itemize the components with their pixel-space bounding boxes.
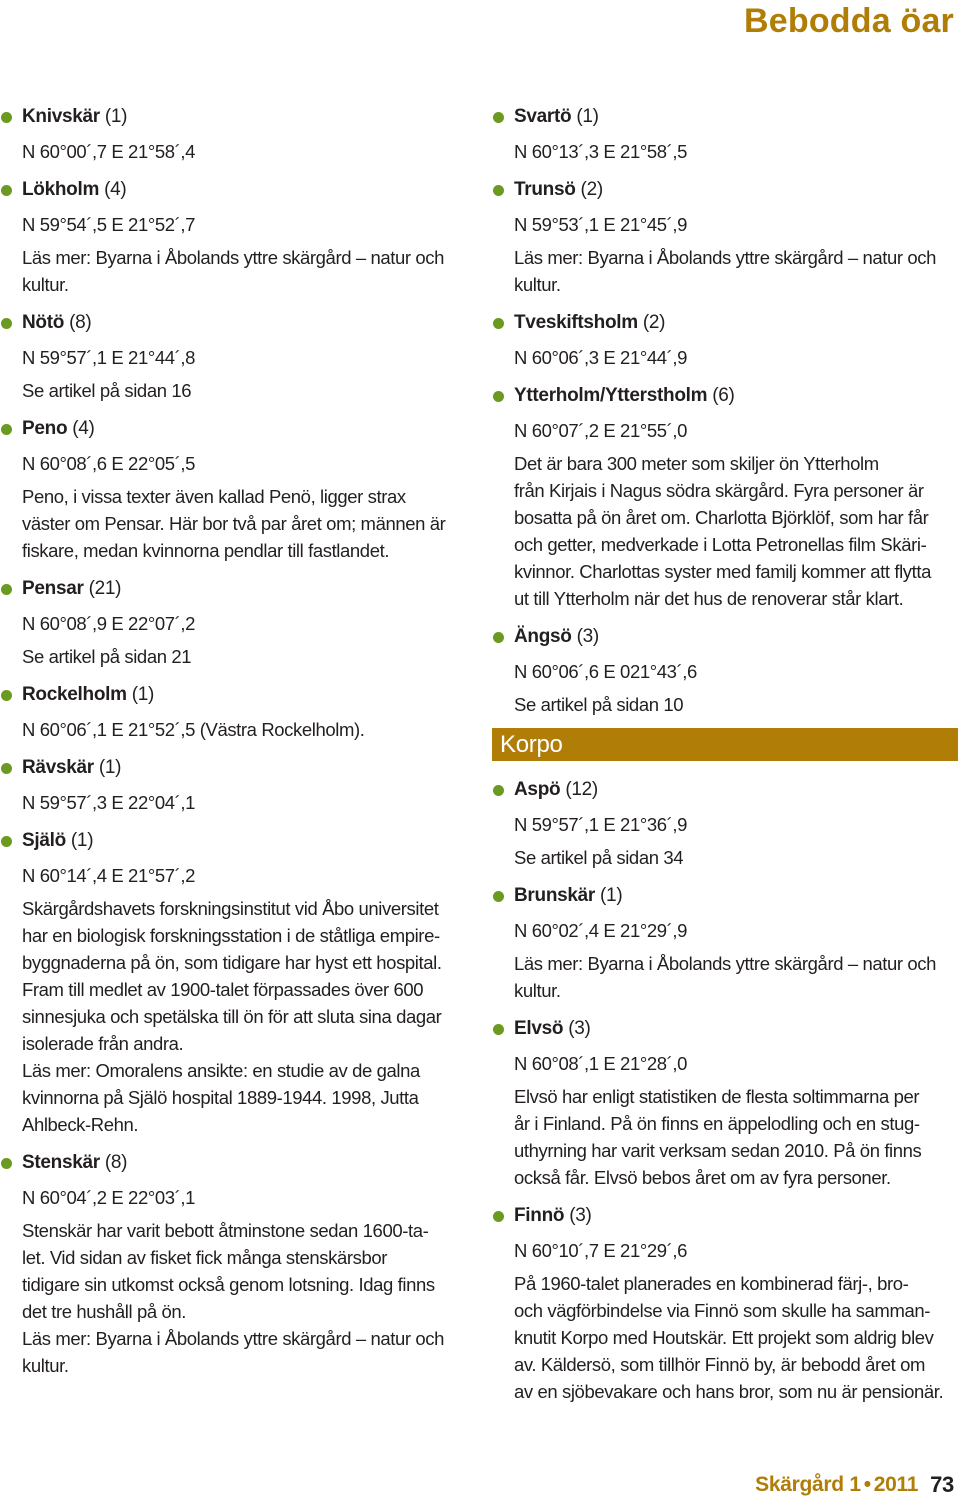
island-heading bbox=[0, 753, 448, 783]
island-entry bbox=[0, 1148, 448, 1379]
island-name: Brunskär bbox=[514, 885, 596, 906]
island-coordinates: N 60°06´,6 E 021°43´,6 bbox=[514, 661, 697, 682]
island-entry bbox=[492, 775, 958, 871]
bullet-dot-icon bbox=[493, 785, 504, 796]
island-text-line: har en biologisk forskningsstation i de ståtliga empire- bbox=[22, 925, 440, 946]
island-name: Elvsö bbox=[514, 1018, 564, 1039]
bullet-dot-icon bbox=[1, 584, 12, 595]
bullet-dot-icon bbox=[493, 318, 504, 329]
section-heading-korpo: Korpo bbox=[492, 728, 958, 761]
island-text-line: och getter, medverkade i Lotta Petronellas film Skäri- bbox=[514, 534, 927, 555]
household-count: (1) bbox=[98, 757, 122, 778]
island-coordinates: N 59°54´,5 E 21°52´,7 bbox=[22, 214, 196, 235]
footer-publication: Skärgård 1 bbox=[755, 1473, 861, 1496]
bullet-dot-icon bbox=[1, 1158, 12, 1169]
island-heading bbox=[492, 622, 958, 652]
island-name: Ängsö bbox=[514, 626, 572, 647]
island-text-line: kultur. bbox=[514, 274, 561, 295]
island-entry bbox=[492, 175, 958, 298]
bullet-dot-icon bbox=[493, 185, 504, 196]
island-heading bbox=[0, 308, 448, 338]
island-text-line: Läs mer: Byarna i Åbolands yttre skärgård – natur och bbox=[22, 247, 444, 268]
island-text-line: Peno, i vissa texter även kallad Penö, ligger strax bbox=[22, 486, 406, 507]
island-name: Trunsö bbox=[514, 179, 576, 200]
island-entry bbox=[0, 414, 448, 564]
island-text-line: Se artikel på sidan 34 bbox=[514, 847, 684, 868]
island-coordinates: N 60°04´,2 E 22°03´,1 bbox=[22, 1187, 196, 1208]
island-coordinates: N 60°08´,1 E 21°28´,0 bbox=[514, 1053, 688, 1074]
island-name: Tveskiftsholm bbox=[514, 312, 638, 333]
island-entry bbox=[492, 381, 958, 612]
island-heading bbox=[492, 881, 958, 911]
island-heading bbox=[492, 175, 958, 205]
island-heading bbox=[492, 1201, 958, 1231]
island-text-line: Skärgårdshavets forskningsinstitut vid Åbo universitet bbox=[22, 898, 439, 919]
island-text-line: av en sjöbevakare och hans bror, som nu är pensionär. bbox=[514, 1381, 944, 1402]
household-count: (3) bbox=[576, 626, 599, 647]
island-entry bbox=[0, 574, 448, 670]
island-text-line: uthyrning har varit verksam sedan 2010. På ön finns bbox=[514, 1140, 922, 1161]
island-coordinates: N 59°57´,1 E 21°44´,8 bbox=[22, 347, 196, 368]
household-count: (4) bbox=[104, 179, 127, 200]
household-count: (1) bbox=[600, 885, 623, 906]
island-heading bbox=[492, 381, 958, 411]
island-coordinates: N 60°10´,7 E 21°29´,6 bbox=[514, 1240, 688, 1261]
island-text-line: år i Finland. På ön finns en äppelodling och en stug- bbox=[514, 1113, 920, 1134]
bullet-dot-icon bbox=[493, 112, 504, 123]
island-text-line: kvinnor. Charlottas syster med familj kommer att flytta bbox=[514, 561, 931, 582]
island-entry bbox=[0, 102, 448, 165]
household-count: (8) bbox=[69, 312, 92, 333]
island-text-line: kultur. bbox=[514, 980, 561, 1001]
island-text-line: kultur. bbox=[22, 1355, 69, 1376]
island-name: Peno bbox=[22, 418, 68, 439]
island-heading bbox=[0, 1148, 448, 1178]
island-text-line: från Kirjais i Nagus södra skärgård. Fyra personer är bbox=[514, 480, 924, 501]
right-column bbox=[492, 102, 958, 1415]
bullet-dot-icon bbox=[1, 836, 12, 847]
island-text-line: Elvsö har enligt statistiken de flesta soltimmarna per bbox=[514, 1086, 920, 1107]
island-coordinates: N 60°14´,4 E 21°57´,2 bbox=[22, 865, 196, 886]
island-coordinates: N 60°06´,1 E 21°52´,5 (Västra Rockelholm). bbox=[22, 719, 365, 740]
left-column bbox=[0, 102, 448, 1389]
island-name: Lökholm bbox=[22, 179, 100, 200]
island-coordinates: N 60°02´,4 E 21°29´,9 bbox=[514, 920, 688, 941]
island-name: Nötö bbox=[22, 312, 65, 333]
island-coordinates: N 60°00´,7 E 21°58´,4 bbox=[22, 141, 196, 162]
right-entries bbox=[492, 102, 958, 718]
island-text-line: det tre hushåll på ön. bbox=[22, 1301, 186, 1322]
island-heading bbox=[0, 680, 448, 710]
island-text-line: Se artikel på sidan 16 bbox=[22, 380, 192, 401]
bullet-dot-icon bbox=[1, 690, 12, 701]
island-name: Stenskär bbox=[22, 1152, 100, 1173]
island-text-line: Läs mer: Byarna i Åbolands yttre skärgård – natur och bbox=[514, 953, 936, 974]
island-text-line: isolerade från andra. bbox=[22, 1033, 184, 1054]
household-count: (1) bbox=[131, 684, 155, 705]
island-heading bbox=[492, 1014, 958, 1044]
island-text-line: Stenskär har varit bebott åtminstone sedan 1600-ta- bbox=[22, 1220, 429, 1241]
household-count: (21) bbox=[88, 578, 122, 599]
island-heading bbox=[0, 175, 448, 205]
household-count: (8) bbox=[104, 1152, 128, 1173]
bullet-dot-icon bbox=[1, 424, 12, 435]
island-text-line: Läs mer: Byarna i Åbolands yttre skärgård – natur och bbox=[514, 247, 936, 268]
korpo-entries bbox=[492, 775, 958, 1405]
island-text-line: fiskare, medan kvinnorna pendlar till fastlandet. bbox=[22, 540, 390, 561]
household-count: (1) bbox=[70, 830, 94, 851]
island-coordinates: N 60°06´,3 E 21°44´,9 bbox=[514, 347, 688, 368]
island-name: Svartö bbox=[514, 106, 572, 127]
island-heading bbox=[0, 826, 448, 856]
island-entry bbox=[492, 622, 958, 718]
island-text-line: Se artikel på sidan 10 bbox=[514, 694, 684, 715]
page-title: Bebodda öar bbox=[743, 2, 954, 40]
island-name: Pensar bbox=[22, 578, 84, 599]
bullet-dot-icon bbox=[493, 1211, 504, 1222]
island-text-line: Läs mer: Omoralens ansikte: en studie av de galna bbox=[22, 1060, 420, 1081]
island-name: Själö bbox=[22, 830, 66, 851]
footer-year: 2011 bbox=[873, 1473, 919, 1496]
island-text-line: ut till Ytterholm när det hus de renoverar står klart. bbox=[514, 588, 904, 609]
island-name: Ytterholm/Ytterstholm bbox=[514, 385, 708, 406]
island-text-line: Det är bara 300 meter som skiljer ön Ytterholm bbox=[514, 453, 879, 474]
island-coordinates: N 59°57´,1 E 21°36´,9 bbox=[514, 814, 688, 835]
island-text-line: bosatta på ön året om. Charlotta Björklöf, som har får bbox=[514, 507, 929, 528]
page-footer bbox=[755, 1469, 954, 1501]
island-name: Aspö bbox=[514, 779, 561, 800]
island-text-line: kvinnorna på Själö hospital 1889-1944. 1998, Jutta bbox=[22, 1087, 419, 1108]
page-number: 73 bbox=[930, 1472, 954, 1497]
island-name: Finnö bbox=[514, 1205, 565, 1226]
bullet-dot-icon bbox=[493, 1024, 504, 1035]
island-text-line: kultur. bbox=[22, 274, 69, 295]
household-count: (3) bbox=[568, 1018, 591, 1039]
island-text-line: och vägförbindelse via Finnö som skulle ha samman- bbox=[514, 1300, 930, 1321]
island-heading bbox=[492, 308, 958, 338]
island-coordinates: N 60°07´,2 E 21°55´,0 bbox=[514, 420, 688, 441]
island-text-line: Se artikel på sidan 21 bbox=[22, 646, 192, 667]
island-entry bbox=[0, 175, 448, 298]
household-count: (3) bbox=[569, 1205, 592, 1226]
island-entry bbox=[492, 1201, 958, 1405]
island-text-line: av. Käldersö, som tillhör Finnö by, är bebodd året om bbox=[514, 1354, 926, 1375]
island-coordinates: N 60°08´,6 E 22°05´,5 bbox=[22, 453, 196, 474]
bullet-dot-icon bbox=[493, 632, 504, 643]
island-heading bbox=[492, 775, 958, 805]
island-entry bbox=[0, 753, 448, 816]
island-entry bbox=[0, 308, 448, 404]
island-text-line: På 1960-talet planerades en kombinerad färj-, bro- bbox=[514, 1273, 909, 1294]
island-text-line: Läs mer: Byarna i Åbolands yttre skärgård – natur och bbox=[22, 1328, 444, 1349]
island-text-line: byggnaderna på ön, som tidigare har hyst ett hospital. bbox=[22, 952, 442, 973]
island-text-line: tidigare sin utkomst också genom lotsning. Idag finns bbox=[22, 1274, 435, 1295]
island-entry bbox=[0, 680, 448, 743]
footer-dot: • bbox=[863, 1473, 871, 1496]
island-entry bbox=[492, 1014, 958, 1191]
household-count: (6) bbox=[712, 385, 735, 406]
island-coordinates: N 59°57´,3 E 22°04´,1 bbox=[22, 792, 196, 813]
island-text-line: Ahlbeck-Rehn. bbox=[22, 1114, 139, 1135]
bullet-dot-icon bbox=[1, 185, 12, 196]
island-coordinates: N 60°13´,3 E 21°58´,5 bbox=[514, 141, 688, 162]
island-text-line: väster om Pensar. Här bor två par året om; männen är bbox=[22, 513, 446, 534]
island-text-line: också får. Elvsö bebos året om av fyra personer. bbox=[514, 1167, 891, 1188]
bullet-dot-icon bbox=[1, 318, 12, 329]
island-entry bbox=[0, 826, 448, 1138]
island-heading bbox=[0, 574, 448, 604]
island-coordinates: N 59°53´,1 E 21°45´,9 bbox=[514, 214, 688, 235]
island-heading bbox=[492, 102, 958, 132]
island-heading bbox=[0, 102, 448, 132]
household-count: (4) bbox=[72, 418, 95, 439]
island-entry bbox=[492, 881, 958, 1004]
household-count: (2) bbox=[580, 179, 603, 200]
household-count: (1) bbox=[104, 106, 128, 127]
island-heading bbox=[0, 414, 448, 444]
bullet-dot-icon bbox=[1, 763, 12, 774]
island-text-line: knutit Korpo med Houtskär. Ett projekt som aldrig blev bbox=[514, 1327, 934, 1348]
island-entry bbox=[492, 308, 958, 371]
bullet-dot-icon bbox=[1, 112, 12, 123]
island-name: Knivskär bbox=[22, 106, 100, 127]
household-count: (12) bbox=[565, 779, 598, 800]
island-coordinates: N 60°08´,9 E 22°07´,2 bbox=[22, 613, 196, 634]
bullet-dot-icon bbox=[493, 891, 504, 902]
island-text-line: let. Vid sidan av fisket fick många stenskärsbor bbox=[22, 1247, 388, 1268]
island-text-line: Fram till medlet av 1900-talet förpassades över 600 bbox=[22, 979, 424, 1000]
island-entry bbox=[492, 102, 958, 165]
island-text-line: sinnesjuka och spetälska till ön för att sluta sina dagar bbox=[22, 1006, 442, 1027]
household-count: (2) bbox=[642, 312, 666, 333]
island-name: Rävskär bbox=[22, 757, 94, 778]
household-count: (1) bbox=[576, 106, 599, 127]
island-name: Rockelholm bbox=[22, 684, 127, 705]
bullet-dot-icon bbox=[493, 391, 504, 402]
